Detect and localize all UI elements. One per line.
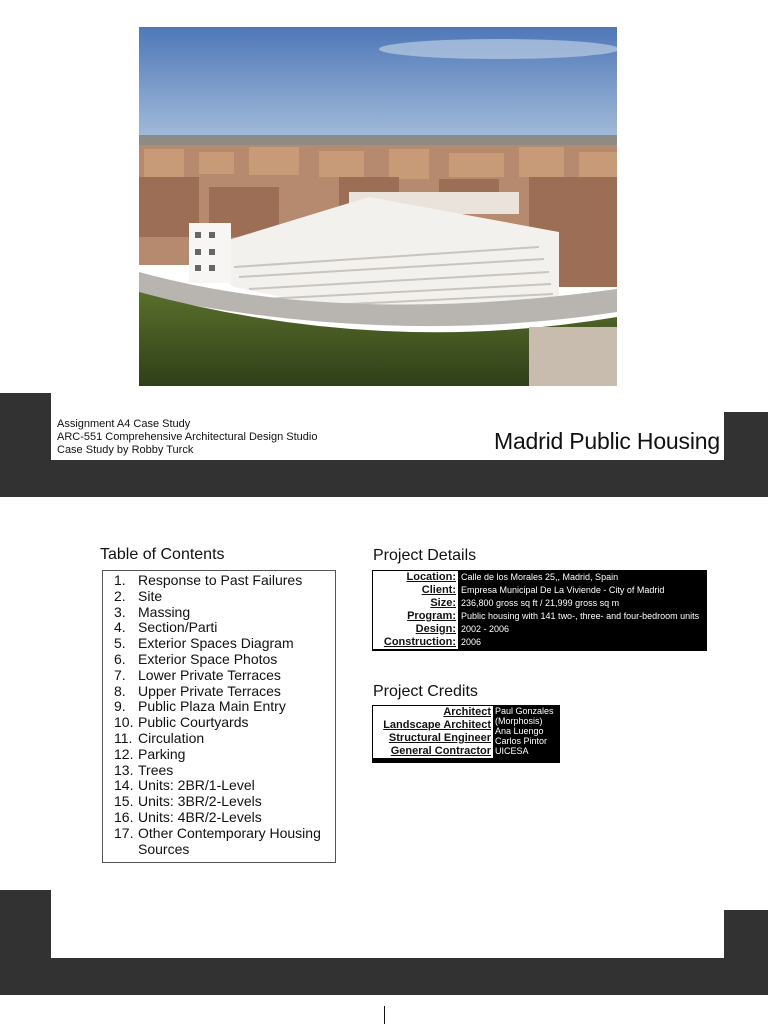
- credit-key: General Contractor: [373, 745, 493, 758]
- toc-item: [114, 826, 335, 842]
- toc-item: [114, 763, 335, 779]
- toc-item: [114, 620, 335, 636]
- detail-key: Client:: [373, 584, 458, 597]
- document-title: Madrid Public Housing: [494, 428, 720, 454]
- credit-key: Structural Engineer: [373, 732, 493, 745]
- band-bottom-2: [0, 958, 768, 995]
- toc-item-number: 8.: [114, 682, 126, 699]
- toc-item-number: 11.: [114, 729, 133, 746]
- toc-item: [114, 636, 335, 652]
- credits-heading: Project Credits: [373, 683, 478, 700]
- toc-item-label: Units: 4BR/2-Levels: [138, 808, 262, 825]
- detail-key: Size:: [373, 597, 458, 610]
- toc-item-label: Exterior Spaces Diagram: [138, 635, 294, 652]
- toc-item-number: 3.: [114, 603, 126, 620]
- toc-item-number: 12.: [114, 745, 134, 762]
- toc-item-label: Circulation: [138, 729, 205, 746]
- band-bottom-1: [0, 460, 768, 497]
- project-credits-table: [372, 705, 560, 763]
- toc-item-number: 17.: [114, 824, 134, 841]
- toc-item: [114, 794, 335, 810]
- toc-item-number: 7.: [114, 666, 126, 683]
- toc-item-label: Upper Private Terraces: [138, 682, 281, 699]
- assignment-meta: [57, 418, 317, 457]
- toc-item-label: Public Courtyards: [138, 714, 249, 731]
- detail-row: [373, 571, 706, 584]
- toc-item-label: Sources: [138, 840, 190, 857]
- toc-item-number: 14.: [114, 777, 134, 794]
- toc-item-label: Parking: [138, 745, 186, 762]
- detail-value: Calle de los Morales 25,, Madrid, Spain: [461, 572, 619, 582]
- toc-item-number: 15.: [114, 793, 134, 810]
- toc-item: [114, 715, 335, 731]
- toc-item: [114, 747, 335, 763]
- page-marker: [384, 1006, 385, 1024]
- toc-item-number: 5.: [114, 635, 126, 652]
- toc-item-label: Exterior Space Photos: [138, 650, 278, 667]
- detail-row: [373, 597, 706, 610]
- toc-item: [114, 605, 335, 621]
- toc-item-label: Other Contemporary Housing: [138, 824, 321, 841]
- detail-key: Location:: [373, 571, 458, 584]
- cover-photo: [139, 27, 617, 386]
- credit-value: Paul Gonzales: [495, 706, 554, 716]
- toc-heading: Table of Contents: [100, 546, 225, 563]
- detail-value: Public housing with 141 two-, three- and four-bedroom units: [461, 611, 700, 621]
- toc-item: [114, 778, 335, 794]
- detail-value: 2006: [461, 637, 482, 647]
- toc-item: [114, 810, 335, 826]
- toc-item-label: Lower Private Terraces: [138, 666, 281, 683]
- toc-item: [114, 731, 335, 747]
- toc-item-label: Units: 3BR/2-Levels: [138, 793, 262, 810]
- toc-list: [102, 570, 336, 863]
- detail-row: [373, 636, 706, 649]
- meta-line: Case Study by Robby Turck: [57, 444, 194, 456]
- credit-values: [495, 706, 554, 756]
- toc-item: [114, 589, 335, 605]
- project-details-table: [372, 570, 707, 651]
- credit-value: UICESA: [495, 746, 529, 756]
- toc-item-label: Trees: [138, 761, 174, 778]
- details-heading: Project Details: [373, 547, 477, 564]
- toc-item-number: 16.: [114, 808, 134, 825]
- toc-item-number: 2.: [114, 587, 126, 604]
- detail-row: [373, 610, 706, 623]
- credit-key: Architect: [373, 706, 493, 719]
- toc-item-label: Public Plaza Main Entry: [138, 698, 286, 715]
- toc-item-number: 6.: [114, 650, 126, 667]
- detail-value: Empresa Municipal De La Viviende - City of Madrid: [461, 585, 665, 595]
- credit-value: Carlos Pintor: [495, 736, 548, 746]
- toc-item: [114, 652, 335, 668]
- toc-item-number: 1.: [114, 572, 126, 588]
- credit-value: (Morphosis): [495, 716, 543, 726]
- toc-item: [114, 573, 335, 589]
- toc-item: [114, 684, 335, 700]
- toc-item: [114, 842, 335, 858]
- toc-item: [114, 699, 335, 715]
- toc-item-label: Response to Past Failures: [138, 572, 303, 588]
- toc-item-label: Massing: [138, 603, 191, 620]
- credit-value: Ana Luengo: [495, 726, 544, 736]
- detail-row: [373, 623, 706, 636]
- detail-value: 2002 - 2006: [461, 624, 510, 634]
- meta-line: ARC-551 Comprehensive Architectural Design Studio: [57, 431, 318, 443]
- meta-line: Assignment A4 Case Study: [57, 418, 191, 430]
- detail-key: Program:: [373, 610, 458, 623]
- toc-item-number: 4.: [114, 619, 126, 636]
- toc-item-number: 13.: [114, 761, 134, 778]
- toc-item-label: Units: 2BR/1-Level: [138, 777, 255, 794]
- detail-value: 236,800 gross sq ft / 21,999 gross sq m: [461, 598, 620, 608]
- toc-item-number: 10.: [114, 714, 134, 731]
- detail-row: [373, 584, 706, 597]
- toc-item-number: 9.: [114, 698, 126, 715]
- detail-key: Construction:: [373, 636, 458, 649]
- toc-item-label: Site: [138, 587, 163, 604]
- credit-key: Landscape Architect: [373, 719, 493, 732]
- detail-key: Design:: [373, 623, 458, 636]
- toc-item-label: Section/Parti: [138, 619, 218, 636]
- toc-item: [114, 668, 335, 684]
